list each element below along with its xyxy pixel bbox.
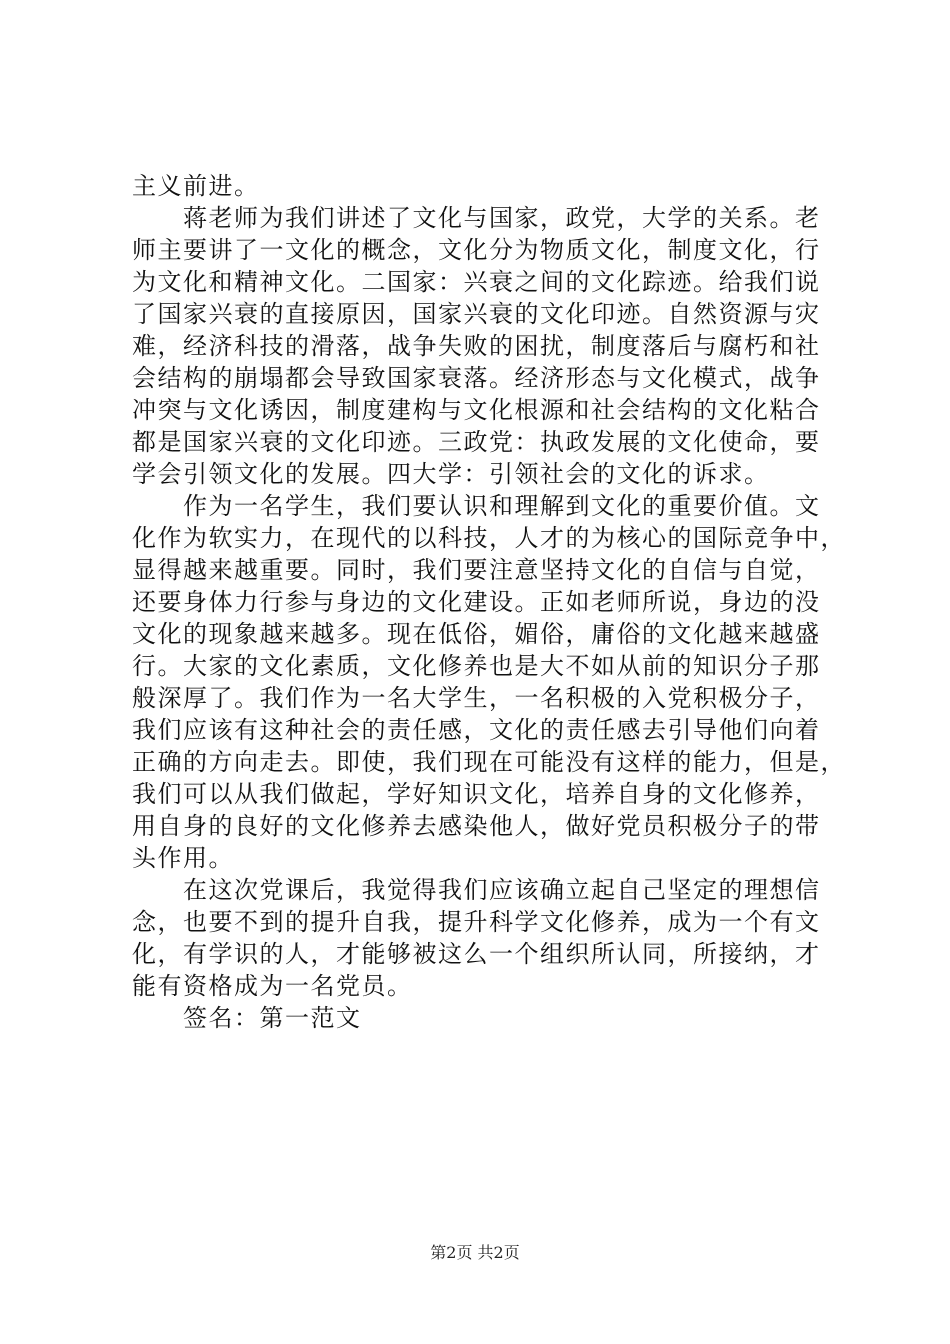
text-line: 在这次党课后，我觉得我们应该确立起自己坚定的理想信 [132, 876, 821, 904]
text-line: 蒋老师为我们讲述了文化与国家，政党，大学的关系。老 [132, 204, 821, 232]
text-line: 学会引领文化的发展。四大学：引领社会的文化的诉求。 [132, 460, 770, 488]
text-line: 头作用。 [132, 844, 234, 872]
text-line: 了国家兴衰的直接原因，国家兴衰的文化印迹。自然资源与灾 [132, 300, 821, 328]
text-line: 化，有学识的人，才能够被这么一个组织所认同，所接纳，才 [132, 940, 821, 968]
text-line: 般深厚了。我们作为一名大学生，一名积极的入党积极分子， [132, 684, 821, 712]
signature-line: 签名：第一范文 [132, 1004, 362, 1032]
text-line: 为文化和精神文化。二国家：兴衰之间的文化踪迹。给我们说 [132, 268, 821, 296]
text-line: 主义前进。 [132, 172, 260, 200]
text-line: 还要身体力行参与身边的文化建设。正如老师所说，身边的没 [132, 588, 821, 616]
text-line: 作为一名学生，我们要认识和理解到文化的重要价值。文 [132, 492, 821, 520]
text-line: 用自身的良好的文化修养去感染他人，做好党员积极分子的带 [132, 812, 821, 840]
text-line: 都是国家兴衰的文化印迹。三政党：执政发展的文化使命，要 [132, 428, 821, 456]
text-line: 行。大家的文化素质，文化修养也是大不如从前的知识分子那 [132, 652, 821, 680]
text-line: 冲突与文化诱因，制度建构与文化根源和社会结构的文化粘合 [132, 396, 821, 424]
text-line: 显得越来越重要。同时，我们要注意坚持文化的自信与自觉， [132, 556, 821, 584]
text-line: 会结构的崩塌都会导致国家衰落。经济形态与文化模式，战争 [132, 364, 821, 392]
text-line: 文化的现象越来越多。现在低俗，媚俗，庸俗的文化越来越盛 [132, 620, 821, 648]
text-line: 我们可以从我们做起，学好知识文化，培养自身的文化修养， [132, 780, 821, 808]
text-line: 化作为软实力，在现代的以科技，人才的为核心的国际竞争中， [132, 524, 846, 552]
text-line: 难，经济科技的滑落，战争失败的困扰，制度落后与腐朽和社 [132, 332, 821, 360]
text-line: 师主要讲了一文化的概念，文化分为物质文化，制度文化，行 [132, 236, 821, 264]
text-line: 念，也要不到的提升自我，提升科学文化修养，成为一个有文 [132, 908, 821, 936]
text-line: 正确的方向走去。即使，我们现在可能没有这样的能力，但是， [132, 748, 846, 776]
page-number-footer: 第2页 共2页 [430, 1243, 520, 1262]
text-line: 能有资格成为一名党员。 [132, 972, 413, 1000]
document-body [132, 170, 846, 1034]
text-line: 我们应该有这种社会的责任感，文化的责任感去引导他们向着 [132, 716, 821, 744]
